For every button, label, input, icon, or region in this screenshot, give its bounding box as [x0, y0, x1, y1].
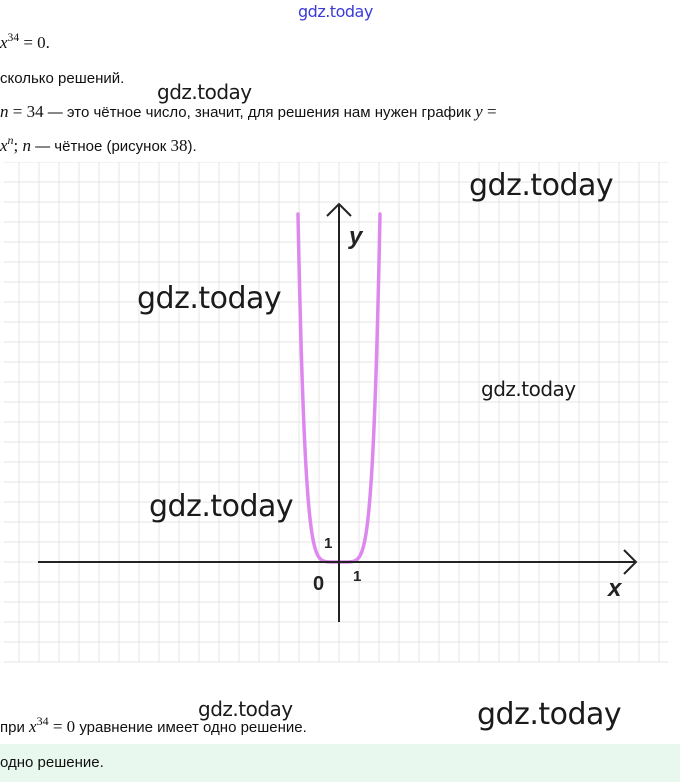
equation-base: x: [0, 33, 8, 52]
x-tick-label: 1: [353, 568, 362, 585]
answer-box: [0, 744, 680, 782]
semicolon: ;: [13, 136, 19, 155]
y-tick-label: 1: [324, 535, 333, 552]
x-axis-label: x: [608, 575, 622, 602]
y-axis-label: y: [349, 223, 363, 250]
reasoning-text-2: — чётное (рисунок: [30, 138, 171, 155]
reasoning-text-3: ).: [187, 138, 197, 155]
equals-sign: =: [482, 102, 497, 121]
equation-exponent: 34: [7, 31, 20, 45]
n-value: = 34: [8, 102, 44, 121]
origin-label: 0: [313, 573, 325, 595]
answer-text: одно решение.: [0, 754, 104, 771]
watermark-bottom-small: gdz.today: [198, 697, 293, 721]
conclusion-base: x: [29, 717, 37, 736]
y-variable: y: [475, 102, 483, 121]
n-variable-2: n: [22, 136, 31, 155]
reasoning-text-1: — это чётное число, значит, для решения нам нужен график: [43, 104, 476, 121]
question-text: сколько решений.: [0, 70, 125, 87]
watermark-graph-1: gdz.today: [469, 168, 614, 203]
conclusion-prefix: при: [0, 719, 30, 736]
x-variable: x: [0, 136, 8, 155]
graph-grid: [4, 162, 668, 662]
conclusion: [0, 713, 307, 737]
figure-number: 38: [170, 136, 188, 155]
conclusion-exponent: 34: [36, 713, 49, 728]
top-watermark: gdz.today: [298, 2, 373, 21]
watermark-graph-4: gdz.today: [149, 489, 294, 524]
equation: [0, 33, 50, 53]
watermark-bottom-large: gdz.today: [477, 697, 622, 732]
watermark-text-1: gdz.today: [157, 80, 252, 104]
reasoning-line-2: [0, 132, 197, 156]
reasoning-line-1: [0, 102, 497, 122]
watermark-graph-2: gdz.today: [137, 281, 282, 316]
x-exponent: n: [7, 132, 14, 147]
conclusion-suffix: уравнение имеет одно решение.: [75, 719, 307, 736]
n-variable: n: [0, 102, 9, 121]
function-graph: [0, 162, 680, 672]
equation-tail: = 0.: [19, 33, 50, 52]
conclusion-eq: = 0: [48, 717, 76, 736]
watermark-graph-3: gdz.today: [481, 377, 576, 401]
